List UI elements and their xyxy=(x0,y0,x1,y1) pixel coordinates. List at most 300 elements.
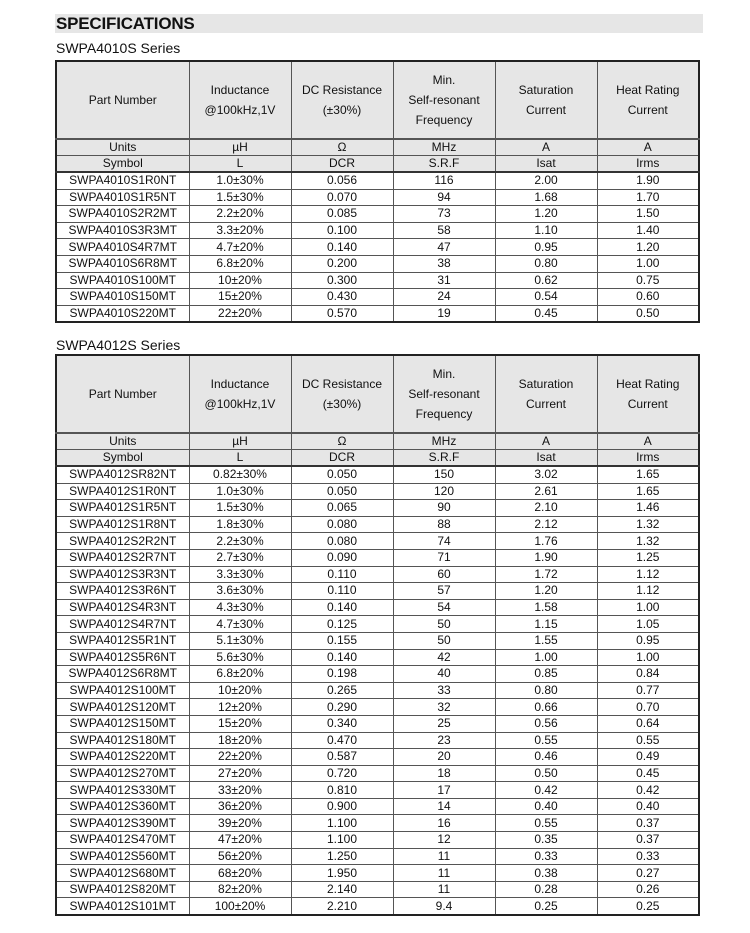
srf-cell: 150 xyxy=(393,466,495,483)
part-number-cell: SWPA4012S360MT xyxy=(56,798,189,815)
symbol-cell: DCR xyxy=(291,156,393,173)
symbol-cell: Symbol xyxy=(56,450,189,467)
dcr-cell: 0.587 xyxy=(291,749,393,766)
dcr-cell: 0.720 xyxy=(291,765,393,782)
inductance-cell: 56±20% xyxy=(189,848,291,865)
srf-cell: 19 xyxy=(393,305,495,322)
symbol-row xyxy=(56,156,699,173)
header-line: Saturation xyxy=(518,83,574,97)
header-line: Current xyxy=(525,397,566,411)
part-number-cell: SWPA4012S4R3NT xyxy=(56,599,189,616)
dcr-cell: 0.198 xyxy=(291,666,393,683)
inductance-cell: 6.8±20% xyxy=(189,666,291,683)
inductance-cell: 6.8±20% xyxy=(189,255,291,272)
units-row xyxy=(56,139,699,156)
table-row xyxy=(56,500,699,517)
irms-cell: 0.37 xyxy=(597,815,699,832)
part-number-cell: SWPA4012S470MT xyxy=(56,832,189,849)
inductance-cell: 3.3±30% xyxy=(189,566,291,583)
table-row xyxy=(56,189,699,206)
dcr-cell: 0.265 xyxy=(291,682,393,699)
header-line: Current xyxy=(627,397,668,411)
header-part-number xyxy=(56,355,189,433)
irms-cell: 0.27 xyxy=(597,865,699,882)
irms-cell: 1.50 xyxy=(597,206,699,223)
isat-cell: 0.40 xyxy=(495,798,597,815)
srf-cell: 71 xyxy=(393,549,495,566)
header-line: Current xyxy=(525,103,566,117)
irms-cell: 1.32 xyxy=(597,533,699,550)
symbol-cell: Isat xyxy=(495,156,597,173)
part-number-cell: SWPA4012S2R7NT xyxy=(56,549,189,566)
srf-cell: 74 xyxy=(393,533,495,550)
table-row xyxy=(56,649,699,666)
header-dc-resistance xyxy=(291,355,393,433)
part-number-cell: SWPA4010S1R0NT xyxy=(56,172,189,189)
part-number-cell: SWPA4012SR82NT xyxy=(56,466,189,483)
table-row xyxy=(56,881,699,898)
table-row xyxy=(56,865,699,882)
part-number-cell: SWPA4012S6R8MT xyxy=(56,666,189,683)
inductance-cell: 3.3±20% xyxy=(189,222,291,239)
units-cell: Ω xyxy=(291,433,393,450)
inductance-cell: 3.6±30% xyxy=(189,583,291,600)
symbol-cell: L xyxy=(189,156,291,173)
irms-cell: 1.25 xyxy=(597,549,699,566)
header-part-number xyxy=(56,61,189,139)
srf-cell: 88 xyxy=(393,516,495,533)
header-dc-resistance xyxy=(291,61,393,139)
inductance-cell: 0.82±30% xyxy=(189,466,291,483)
dcr-cell: 0.110 xyxy=(291,583,393,600)
srf-cell: 38 xyxy=(393,255,495,272)
units-cell: A xyxy=(495,433,597,450)
irms-cell: 1.00 xyxy=(597,255,699,272)
page-title: SPECIFICATIONS xyxy=(56,14,195,33)
header-line: DC Resistance xyxy=(301,377,383,391)
table-row xyxy=(56,599,699,616)
inductance-cell: 4.7±30% xyxy=(189,616,291,633)
irms-cell: 1.05 xyxy=(597,616,699,633)
irms-cell: 1.12 xyxy=(597,566,699,583)
header-line: Inductance xyxy=(210,83,270,97)
isat-cell: 0.54 xyxy=(495,289,597,306)
inductance-cell: 1.5±30% xyxy=(189,189,291,206)
irms-cell: 0.49 xyxy=(597,749,699,766)
table-row xyxy=(56,632,699,649)
isat-cell: 0.45 xyxy=(495,305,597,322)
irms-cell: 0.77 xyxy=(597,682,699,699)
dcr-cell: 0.050 xyxy=(291,466,393,483)
header-srf xyxy=(393,355,495,433)
srf-cell: 25 xyxy=(393,715,495,732)
inductance-cell: 22±20% xyxy=(189,305,291,322)
srf-cell: 11 xyxy=(393,881,495,898)
dcr-cell: 0.140 xyxy=(291,649,393,666)
header-line: Heat Rating xyxy=(616,377,680,391)
header-line: @100kHz,1V xyxy=(204,397,276,411)
dcr-cell: 0.570 xyxy=(291,305,393,322)
irms-cell: 1.65 xyxy=(597,483,699,500)
spec-table-4010 xyxy=(55,60,700,323)
table-header xyxy=(56,61,699,172)
table-row xyxy=(56,549,699,566)
header-line: Current xyxy=(627,103,668,117)
isat-cell: 0.55 xyxy=(495,815,597,832)
units-cell: µH xyxy=(189,433,291,450)
srf-cell: 40 xyxy=(393,666,495,683)
inductance-cell: 82±20% xyxy=(189,881,291,898)
srf-cell: 23 xyxy=(393,732,495,749)
inductance-cell: 12±20% xyxy=(189,699,291,716)
part-number-cell: SWPA4012S100MT xyxy=(56,682,189,699)
srf-cell: 18 xyxy=(393,765,495,782)
table-row xyxy=(56,272,699,289)
srf-cell: 11 xyxy=(393,865,495,882)
srf-cell: 14 xyxy=(393,798,495,815)
isat-cell: 1.55 xyxy=(495,632,597,649)
header-line: (±30%) xyxy=(322,103,362,117)
srf-cell: 58 xyxy=(393,222,495,239)
table-row xyxy=(56,782,699,799)
isat-cell: 1.20 xyxy=(495,206,597,223)
part-number-cell: SWPA4012S1R8NT xyxy=(56,516,189,533)
symbol-row xyxy=(56,450,699,467)
table-row xyxy=(56,699,699,716)
table-row xyxy=(56,732,699,749)
irms-cell: 0.64 xyxy=(597,715,699,732)
srf-cell: 33 xyxy=(393,682,495,699)
isat-cell: 2.12 xyxy=(495,516,597,533)
table-row xyxy=(56,239,699,256)
inductance-cell: 10±20% xyxy=(189,272,291,289)
irms-cell: 0.42 xyxy=(597,782,699,799)
irms-cell: 0.70 xyxy=(597,699,699,716)
dcr-cell: 0.140 xyxy=(291,239,393,256)
irms-cell: 0.45 xyxy=(597,765,699,782)
irms-cell: 0.84 xyxy=(597,666,699,683)
srf-cell: 50 xyxy=(393,632,495,649)
inductance-cell: 27±20% xyxy=(189,765,291,782)
header-line: DC Resistance xyxy=(301,83,383,97)
inductance-cell: 1.0±30% xyxy=(189,483,291,500)
units-cell: Units xyxy=(56,433,189,450)
part-number-cell: SWPA4012S220MT xyxy=(56,749,189,766)
isat-cell: 0.33 xyxy=(495,848,597,865)
irms-cell: 1.40 xyxy=(597,222,699,239)
dcr-cell: 0.140 xyxy=(291,599,393,616)
inductance-cell: 47±20% xyxy=(189,832,291,849)
part-number-cell: SWPA4012S1R0NT xyxy=(56,483,189,500)
symbol-cell: Isat xyxy=(495,450,597,467)
part-number-cell: SWPA4012S390MT xyxy=(56,815,189,832)
table-row xyxy=(56,682,699,699)
srf-cell: 17 xyxy=(393,782,495,799)
dcr-cell: 0.155 xyxy=(291,632,393,649)
srf-cell: 54 xyxy=(393,599,495,616)
isat-cell: 0.80 xyxy=(495,682,597,699)
dcr-cell: 1.100 xyxy=(291,815,393,832)
isat-cell: 0.38 xyxy=(495,865,597,882)
units-cell: Units xyxy=(56,139,189,156)
dcr-cell: 0.065 xyxy=(291,500,393,517)
units-row xyxy=(56,433,699,450)
srf-cell: 94 xyxy=(393,189,495,206)
irms-cell: 1.20 xyxy=(597,239,699,256)
part-number-cell: SWPA4010S220MT xyxy=(56,305,189,322)
srf-cell: 120 xyxy=(393,483,495,500)
part-number-cell: SWPA4012S4R7NT xyxy=(56,616,189,633)
isat-cell: 0.28 xyxy=(495,881,597,898)
dcr-cell: 0.100 xyxy=(291,222,393,239)
isat-cell: 1.15 xyxy=(495,616,597,633)
isat-cell: 2.61 xyxy=(495,483,597,500)
isat-cell: 0.35 xyxy=(495,832,597,849)
isat-cell: 2.10 xyxy=(495,500,597,517)
inductance-cell: 15±20% xyxy=(189,289,291,306)
symbol-cell: L xyxy=(189,450,291,467)
dcr-cell: 0.110 xyxy=(291,566,393,583)
part-number-cell: SWPA4012S820MT xyxy=(56,881,189,898)
part-number-cell: SWPA4010S150MT xyxy=(56,289,189,306)
irms-cell: 1.12 xyxy=(597,583,699,600)
irms-cell: 0.33 xyxy=(597,848,699,865)
dcr-cell: 0.300 xyxy=(291,272,393,289)
dcr-cell: 0.070 xyxy=(291,189,393,206)
isat-cell: 3.02 xyxy=(495,466,597,483)
table-row xyxy=(56,289,699,306)
table-body xyxy=(56,466,699,915)
table-row xyxy=(56,583,699,600)
part-number-cell: SWPA4010S4R7MT xyxy=(56,239,189,256)
srf-cell: 90 xyxy=(393,500,495,517)
srf-cell: 9.4 xyxy=(393,898,495,915)
inductance-cell: 100±20% xyxy=(189,898,291,915)
irms-cell: 0.75 xyxy=(597,272,699,289)
header-line: Saturation xyxy=(518,377,574,391)
part-number-cell: SWPA4012S2R2NT xyxy=(56,533,189,550)
table-row xyxy=(56,616,699,633)
irms-cell: 0.60 xyxy=(597,289,699,306)
part-number-cell: SWPA4010S1R5NT xyxy=(56,189,189,206)
isat-cell: 1.20 xyxy=(495,583,597,600)
isat-cell: 0.80 xyxy=(495,255,597,272)
dcr-cell: 0.430 xyxy=(291,289,393,306)
srf-cell: 12 xyxy=(393,832,495,849)
dcr-cell: 0.340 xyxy=(291,715,393,732)
irms-cell: 1.00 xyxy=(597,649,699,666)
dcr-cell: 2.210 xyxy=(291,898,393,915)
header-line: Heat Rating xyxy=(616,83,680,97)
header-line: Self-resonant xyxy=(408,387,480,401)
part-number-cell: SWPA4012S5R6NT xyxy=(56,649,189,666)
table-header xyxy=(56,355,699,466)
series-title-4010: SWPA4010S Series xyxy=(56,40,181,56)
inductance-cell: 22±20% xyxy=(189,749,291,766)
irms-cell: 1.46 xyxy=(597,500,699,517)
header-line: Frequency xyxy=(415,407,473,421)
irms-cell: 1.65 xyxy=(597,466,699,483)
part-number-cell: SWPA4012S5R1NT xyxy=(56,632,189,649)
table-row xyxy=(56,483,699,500)
srf-cell: 47 xyxy=(393,239,495,256)
header-line: Frequency xyxy=(415,113,473,127)
table-row xyxy=(56,206,699,223)
irms-cell: 0.95 xyxy=(597,632,699,649)
part-number-cell: SWPA4012S330MT xyxy=(56,782,189,799)
inductance-cell: 15±20% xyxy=(189,715,291,732)
inductance-cell: 39±20% xyxy=(189,815,291,832)
table-body xyxy=(56,172,699,322)
srf-cell: 116 xyxy=(393,172,495,189)
header-line: Part Number xyxy=(88,387,157,401)
dcr-cell: 1.950 xyxy=(291,865,393,882)
isat-cell: 0.66 xyxy=(495,699,597,716)
isat-cell: 0.50 xyxy=(495,765,597,782)
srf-cell: 16 xyxy=(393,815,495,832)
dcr-cell: 2.140 xyxy=(291,881,393,898)
part-number-cell: SWPA4012S1R5NT xyxy=(56,500,189,517)
header-srf xyxy=(393,61,495,139)
table-row xyxy=(56,533,699,550)
isat-cell: 2.00 xyxy=(495,172,597,189)
part-number-cell: SWPA4012S270MT xyxy=(56,765,189,782)
srf-cell: 32 xyxy=(393,699,495,716)
dcr-cell: 0.200 xyxy=(291,255,393,272)
irms-cell: 0.50 xyxy=(597,305,699,322)
part-number-cell: SWPA4012S150MT xyxy=(56,715,189,732)
dcr-cell: 1.250 xyxy=(291,848,393,865)
isat-cell: 1.10 xyxy=(495,222,597,239)
inductance-cell: 2.7±30% xyxy=(189,549,291,566)
srf-cell: 57 xyxy=(393,583,495,600)
srf-cell: 42 xyxy=(393,649,495,666)
dcr-cell: 1.100 xyxy=(291,832,393,849)
table-row xyxy=(56,815,699,832)
section-title-bar xyxy=(55,14,703,33)
srf-cell: 20 xyxy=(393,749,495,766)
header-heat xyxy=(597,355,699,433)
part-number-cell: SWPA4012S120MT xyxy=(56,699,189,716)
srf-cell: 24 xyxy=(393,289,495,306)
srf-cell: 73 xyxy=(393,206,495,223)
table-row xyxy=(56,715,699,732)
isat-cell: 1.90 xyxy=(495,549,597,566)
dcr-cell: 0.125 xyxy=(291,616,393,633)
series-title-4012: SWPA4012S Series xyxy=(56,337,181,353)
table-row xyxy=(56,765,699,782)
part-number-cell: SWPA4012S680MT xyxy=(56,865,189,882)
isat-cell: 0.55 xyxy=(495,732,597,749)
part-number-cell: SWPA4010S3R3MT xyxy=(56,222,189,239)
irms-cell: 0.55 xyxy=(597,732,699,749)
header-inductance xyxy=(189,355,291,433)
units-cell: Ω xyxy=(291,139,393,156)
symbol-cell: S.R.F xyxy=(393,156,495,173)
irms-cell: 0.37 xyxy=(597,832,699,849)
table-row xyxy=(56,305,699,322)
inductance-cell: 5.1±30% xyxy=(189,632,291,649)
header-saturation xyxy=(495,355,597,433)
inductance-cell: 1.5±30% xyxy=(189,500,291,517)
isat-cell: 1.72 xyxy=(495,566,597,583)
irms-cell: 0.25 xyxy=(597,898,699,915)
table-row xyxy=(56,666,699,683)
part-number-cell: SWPA4012S3R3NT xyxy=(56,566,189,583)
dcr-cell: 0.080 xyxy=(291,516,393,533)
header-line: Self-resonant xyxy=(408,93,480,107)
inductance-cell: 1.0±30% xyxy=(189,172,291,189)
isat-cell: 0.95 xyxy=(495,239,597,256)
inductance-cell: 18±20% xyxy=(189,732,291,749)
table-row xyxy=(56,516,699,533)
part-number-cell: SWPA4010S2R2MT xyxy=(56,206,189,223)
part-number-cell: SWPA4012S101MT xyxy=(56,898,189,915)
dcr-cell: 0.900 xyxy=(291,798,393,815)
irms-cell: 1.70 xyxy=(597,189,699,206)
header-line: Inductance xyxy=(210,377,270,391)
symbol-cell: Irms xyxy=(597,450,699,467)
table-row xyxy=(56,222,699,239)
dcr-cell: 0.085 xyxy=(291,206,393,223)
isat-cell: 0.46 xyxy=(495,749,597,766)
symbol-cell: S.R.F xyxy=(393,450,495,467)
table-row xyxy=(56,255,699,272)
symbol-cell: Symbol xyxy=(56,156,189,173)
isat-cell: 1.00 xyxy=(495,649,597,666)
inductance-cell: 10±20% xyxy=(189,682,291,699)
isat-cell: 1.58 xyxy=(495,599,597,616)
dcr-cell: 0.080 xyxy=(291,533,393,550)
table-row xyxy=(56,848,699,865)
dcr-cell: 0.050 xyxy=(291,483,393,500)
irms-cell: 1.00 xyxy=(597,599,699,616)
inductance-cell: 36±20% xyxy=(189,798,291,815)
part-number-cell: SWPA4010S100MT xyxy=(56,272,189,289)
table-row xyxy=(56,566,699,583)
inductance-cell: 33±20% xyxy=(189,782,291,799)
header-saturation xyxy=(495,61,597,139)
irms-cell: 0.40 xyxy=(597,798,699,815)
units-cell: µH xyxy=(189,139,291,156)
spec-table-4012 xyxy=(55,354,700,916)
part-number-cell: SWPA4012S560MT xyxy=(56,848,189,865)
symbol-cell: DCR xyxy=(291,450,393,467)
units-cell: A xyxy=(597,139,699,156)
part-number-cell: SWPA4012S3R6NT xyxy=(56,583,189,600)
part-number-cell: SWPA4012S180MT xyxy=(56,732,189,749)
table-row xyxy=(56,172,699,189)
inductance-cell: 5.6±30% xyxy=(189,649,291,666)
irms-cell: 1.32 xyxy=(597,516,699,533)
irms-cell: 1.90 xyxy=(597,172,699,189)
header-row xyxy=(56,355,699,433)
inductance-cell: 68±20% xyxy=(189,865,291,882)
units-cell: MHz xyxy=(393,433,495,450)
units-cell: A xyxy=(495,139,597,156)
inductance-cell: 1.8±30% xyxy=(189,516,291,533)
header-line: @100kHz,1V xyxy=(204,103,276,117)
isat-cell: 0.85 xyxy=(495,666,597,683)
srf-cell: 31 xyxy=(393,272,495,289)
inductance-cell: 4.3±30% xyxy=(189,599,291,616)
isat-cell: 0.56 xyxy=(495,715,597,732)
dcr-cell: 0.290 xyxy=(291,699,393,716)
inductance-cell: 2.2±30% xyxy=(189,533,291,550)
isat-cell: 0.62 xyxy=(495,272,597,289)
isat-cell: 0.25 xyxy=(495,898,597,915)
table-row xyxy=(56,798,699,815)
